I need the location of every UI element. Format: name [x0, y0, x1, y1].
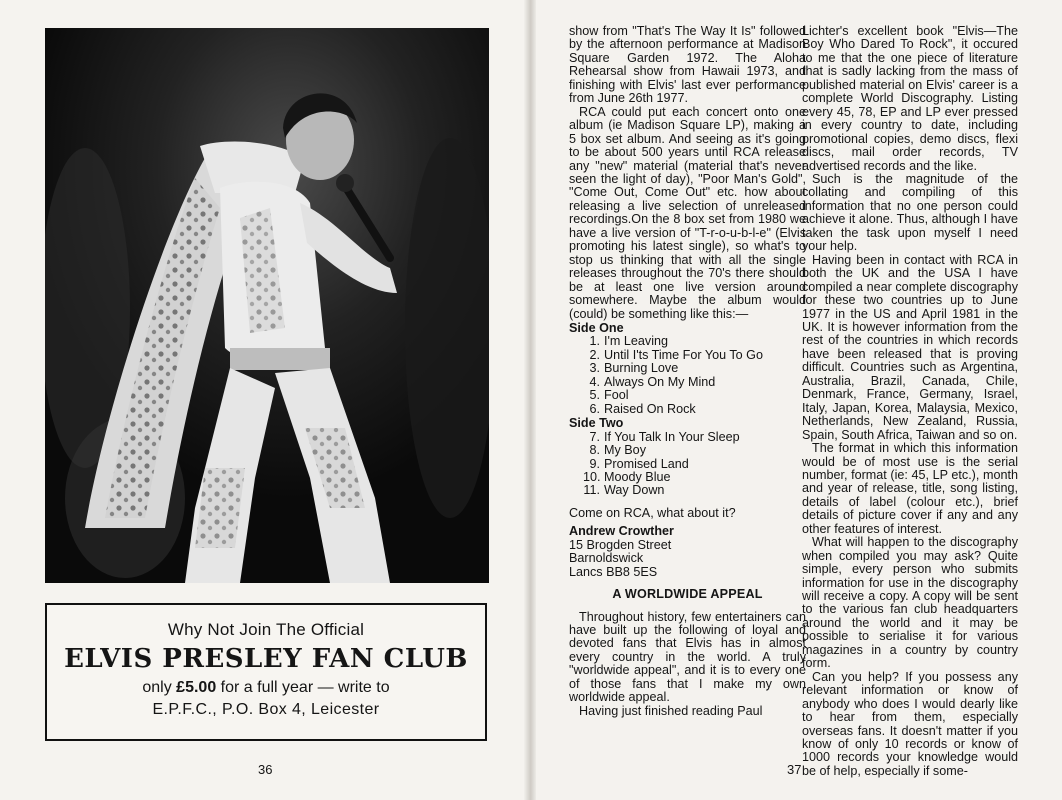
paragraph: Can you help? If you possess any relevant information or know of anybody who does I would dearly like to hear from them, especially overseas fans. It doesn't matter if you know of only 10 records or know of 1000 records your knowledge would be of help, especially if some-	[802, 669, 1018, 778]
side-two-heading: Side Two	[569, 416, 624, 431]
side-one-heading: Side One	[569, 320, 624, 335]
page-number-right: 37	[787, 762, 802, 777]
ad-address: E.P.F.C., P.O. Box 4, Leicester	[152, 701, 380, 718]
author-name: Andrew Crowther	[569, 524, 674, 539]
paragraph: What will happen to the discography when compiled you may ask? Quite simple, every person who submits information for use in the discography will receive a copy. A copy will be sent to the various fan club headquarters around the world and it may be possible to serialise it for various magazines in a country by country form.	[802, 535, 1018, 671]
article-column-2	[802, 25, 1018, 778]
track-item: 8. My Boy	[589, 443, 646, 458]
track-list-side-two	[569, 431, 806, 498]
track-item: 6. Raised On Rock	[589, 401, 696, 416]
closing-line: Come on RCA, what about it?	[569, 505, 736, 520]
ad-price-prefix: only	[142, 679, 172, 696]
paragraph: Such is the magnitude of the collating and compiling of this information that no one person could achieve it alone. Thus, although I have taken the task upon myself I need your help.	[802, 171, 1018, 254]
article-column-1	[569, 25, 806, 718]
ad-intro: Why Not Join The Official	[167, 620, 365, 639]
elvis-concert-photo	[45, 28, 489, 583]
track-list-side-one	[569, 335, 806, 416]
paragraph: Having been in contact with RCA in both the UK and the USA I have compiled a near complete discography for these two countries up to June 1977 in the US and April 1981 in the UK. It is however information from the rest of the countries in which records have been released that is proving difficult. Countries such as Argentina, Australia, Brazil, Canada, Chile, Denmark, France, Germany, Israel, Italy, Japan, Korea, Malaysia, Mexico, Netherlands, New Zealand, Russia, Spain, South Africa, Taiwan and so on.	[802, 252, 1018, 442]
author-address-line: Lancs BB8 5ES	[569, 564, 658, 579]
paragraph: The format in which this information would be of most use is the serial number, format (ie: 45, LP etc.), month and year of release, title, song listing, details of label (colour etc.), brief details of picture cover if any and any other features of interest.	[802, 441, 1018, 536]
ad-price: £5.00	[176, 679, 217, 696]
track-item: 3. Burning Love	[589, 361, 679, 376]
track-item: 5. Fool	[589, 388, 629, 403]
fan-club-ad	[45, 603, 487, 741]
paragraph: Lichter's excellent book "Elvis—The Boy Who Dared To Rock", it occured to me that the one piece of literature that is sadly lacking from the mass of published material on Elvis' career is a complete World Discography. Listing every 45, 78, EP and LP ever pressed in every country to date, including promotional copies, demo discs, flexi discs, mail order records, TV advertised records and the like.	[802, 24, 1018, 173]
paragraph: show from "That's The Way It Is" followed by the afternoon performance at Madison Square Garden 1972. The Aloha Rehearsal show from Hawaii 1973, and finishing with Elvis' last ever performance from June 26th 1977.	[569, 24, 806, 106]
paragraph: Throughout history, few entertainers can have built up the following of loyal and devoted fans that Elvis has in almost every country in the world. A truly "worldwide appeal", and it is to every one of those fans that I make my own worldwide appeal.	[569, 609, 806, 705]
track-item: 9. Promised Land	[589, 456, 689, 471]
track-item: 1. I'm Leaving	[589, 334, 669, 349]
section-heading: A WORLDWIDE APPEAL	[612, 587, 763, 602]
author-address-line: 15 Brogden Street	[569, 537, 672, 552]
track-item: 10. Moody Blue	[583, 469, 671, 484]
elvis-photo-illustration	[45, 28, 489, 583]
page-number-left: 36	[258, 762, 273, 777]
track-item: 2. Until I'ts Time For You To Go	[589, 347, 763, 362]
paragraph: Having just finished reading Paul	[579, 703, 763, 718]
ad-price-suffix: for a full year — write to	[220, 679, 390, 696]
paragraph: RCA could put each concert onto one album (ie Madison Square LP), making a 5 box set album. And seeing as it's going to be about 500 years until RCA release any "new" material (material that's never seen the light of day), "Poor Man's Gold", "Come Out, Come Out" etc. how about releasing a live selection of unreleased recordings.On the 8 box set from 1980 we have a live version of "T-r-o-u-b-l-e" (Elvis promoting his latest single), so what's to stop us thinking that with all the single releases throughout the 70's there should be at least one live version around somewhere. Maybe the album would (could) be something like this:—	[569, 104, 806, 321]
track-item: 7. If You Talk In Your Sleep	[589, 429, 740, 444]
author-address-line: Barnoldswick	[569, 551, 644, 566]
track-item: 11. Way Down	[583, 483, 665, 498]
track-item: 4. Always On My Mind	[589, 374, 716, 389]
book-gutter	[524, 0, 536, 800]
ad-title: ELVIS PRESLEY FAN CLUB	[64, 644, 468, 674]
ad-price-line	[47, 679, 485, 697]
